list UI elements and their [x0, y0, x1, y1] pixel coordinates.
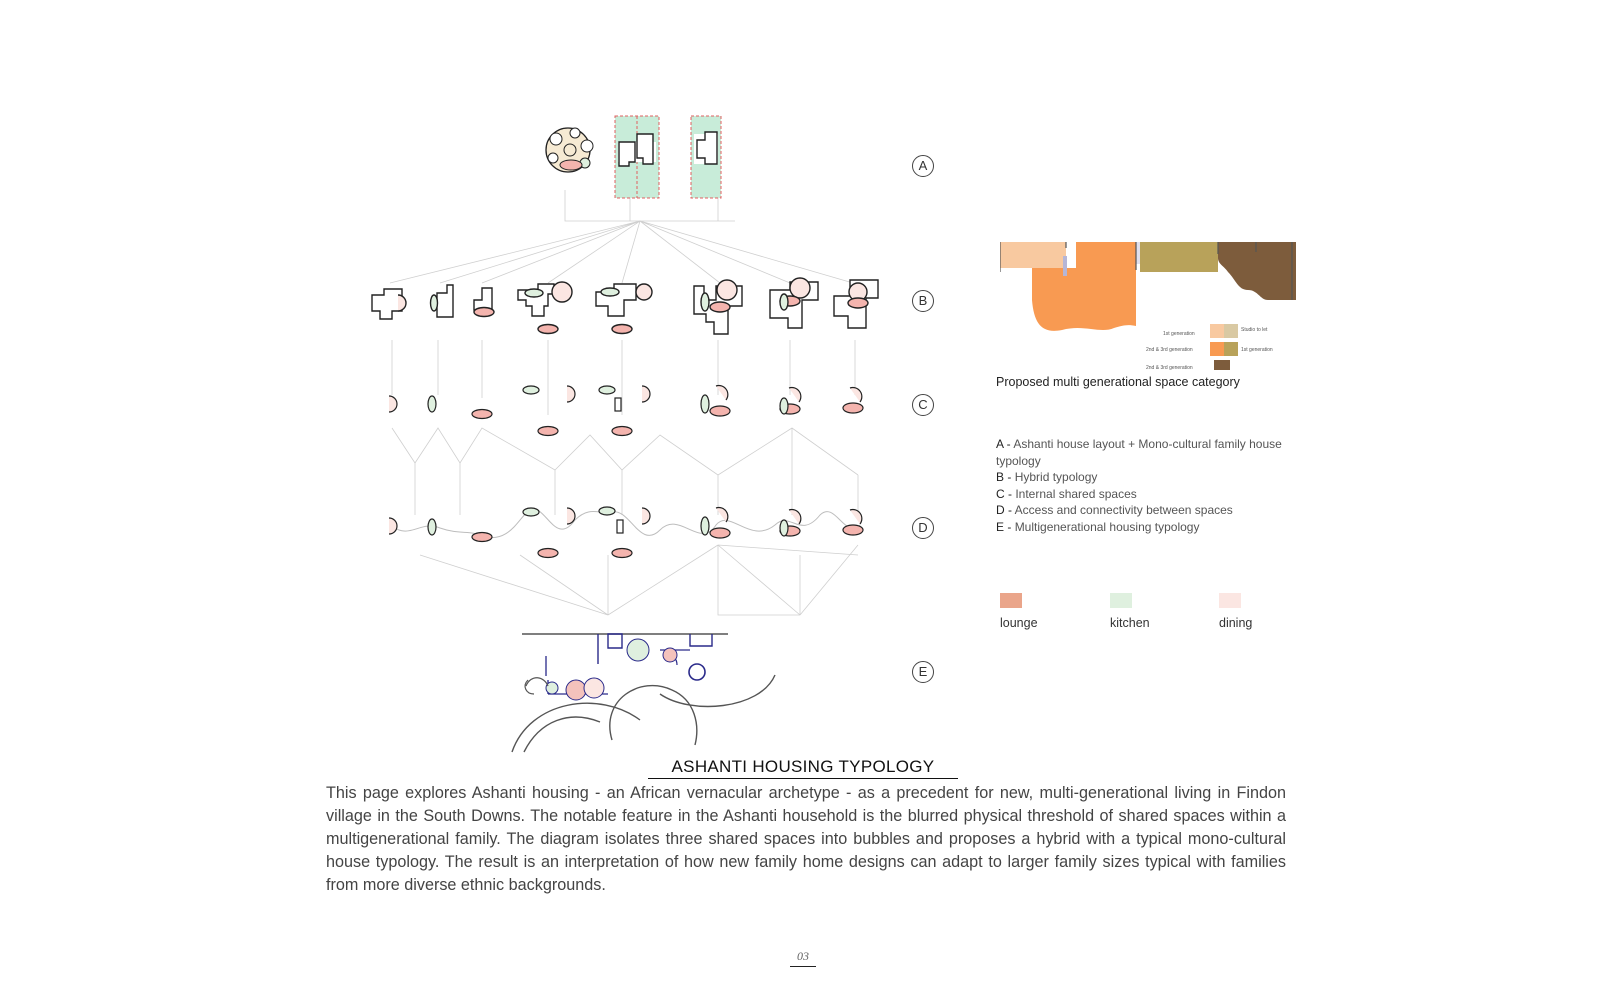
key-label-2: Studio to let	[1241, 327, 1268, 333]
key-swatch-4	[1224, 342, 1238, 356]
legend-item-c	[996, 486, 1296, 503]
legend-key: A -	[996, 437, 1011, 451]
swatch-kitchen	[1110, 593, 1150, 632]
swatch-label: kitchen	[1110, 616, 1150, 630]
legend-item-a	[996, 436, 1296, 469]
key-swatch-3	[1210, 342, 1224, 356]
page-title: ASHANTI HOUSING TYPOLOGY	[648, 757, 958, 779]
legend-item-b	[996, 469, 1296, 486]
typology-diagram	[0, 0, 960, 760]
legend-text: Hybrid typology	[1014, 470, 1098, 484]
mono-cultural-house-plan-pair	[615, 116, 659, 198]
legend-text: Access and connectivity between spaces	[1014, 503, 1233, 517]
key-swatch-5	[1214, 360, 1230, 370]
ashanti-compound-plan	[546, 128, 593, 172]
mono-cultural-house-plan-single	[691, 116, 721, 198]
page-description: This page explores Ashanti housing - an African vernacular archetype - as a precedent for new, multi-generational living in Findon village in the South Downs. The notable feature in the Ashanti household is the blurred physical threshold of shared spaces within a multigenerational family. The diagram isolates three shared spaces into bubbles and proposes a hybrid with a typical mono-cultural house typology. The result is an interpretation of how new family home designs can adapt to larger family sizes typical with families from more diverse ethnic backgrounds.	[326, 784, 1286, 894]
key-swatch-2	[1224, 324, 1238, 338]
key-label-4: 1st generation	[1241, 347, 1273, 353]
multi-generational-space-plan	[1000, 242, 1300, 377]
row-label-e: E	[912, 661, 934, 683]
row-label-a: A	[912, 155, 934, 177]
swatch-lounge	[1000, 593, 1038, 632]
key-label-5: 2nd & 3rd generation	[1146, 365, 1193, 371]
swatch-color	[1110, 593, 1132, 608]
row-label-d: D	[912, 517, 934, 539]
key-label-1: 1st generation	[1163, 331, 1195, 337]
swatch-label: dining	[1219, 616, 1253, 630]
legend-item-e	[996, 519, 1296, 536]
legend-key: B -	[996, 470, 1012, 484]
legend-text: Internal shared spaces	[1015, 486, 1137, 501]
legend-text: Multigenerational housing typology	[1014, 519, 1200, 534]
legend-item-d	[996, 502, 1296, 519]
page-number: 03	[790, 949, 816, 967]
swatch-color	[1000, 593, 1022, 608]
legend-text: Ashanti house layout + Mono-cultural family house typology	[996, 437, 1282, 468]
row-label-b: B	[912, 290, 934, 312]
row-label-c: C	[912, 394, 934, 416]
legend-key: E -	[996, 519, 1012, 534]
key-label-3: 2nd & 3rd generation	[1146, 347, 1193, 353]
space-plan-caption: Proposed multi generational space category	[996, 375, 1240, 389]
swatch-label: lounge	[1000, 616, 1038, 630]
key-swatch-1	[1210, 324, 1224, 338]
legend-key: D -	[996, 503, 1012, 517]
multigenerational-site-plan	[512, 634, 775, 752]
swatch-color	[1219, 593, 1241, 608]
legend-list	[996, 436, 1296, 535]
hybrid-typology-row	[372, 278, 878, 334]
legend-key: C -	[996, 486, 1012, 501]
swatch-dining	[1219, 593, 1252, 632]
